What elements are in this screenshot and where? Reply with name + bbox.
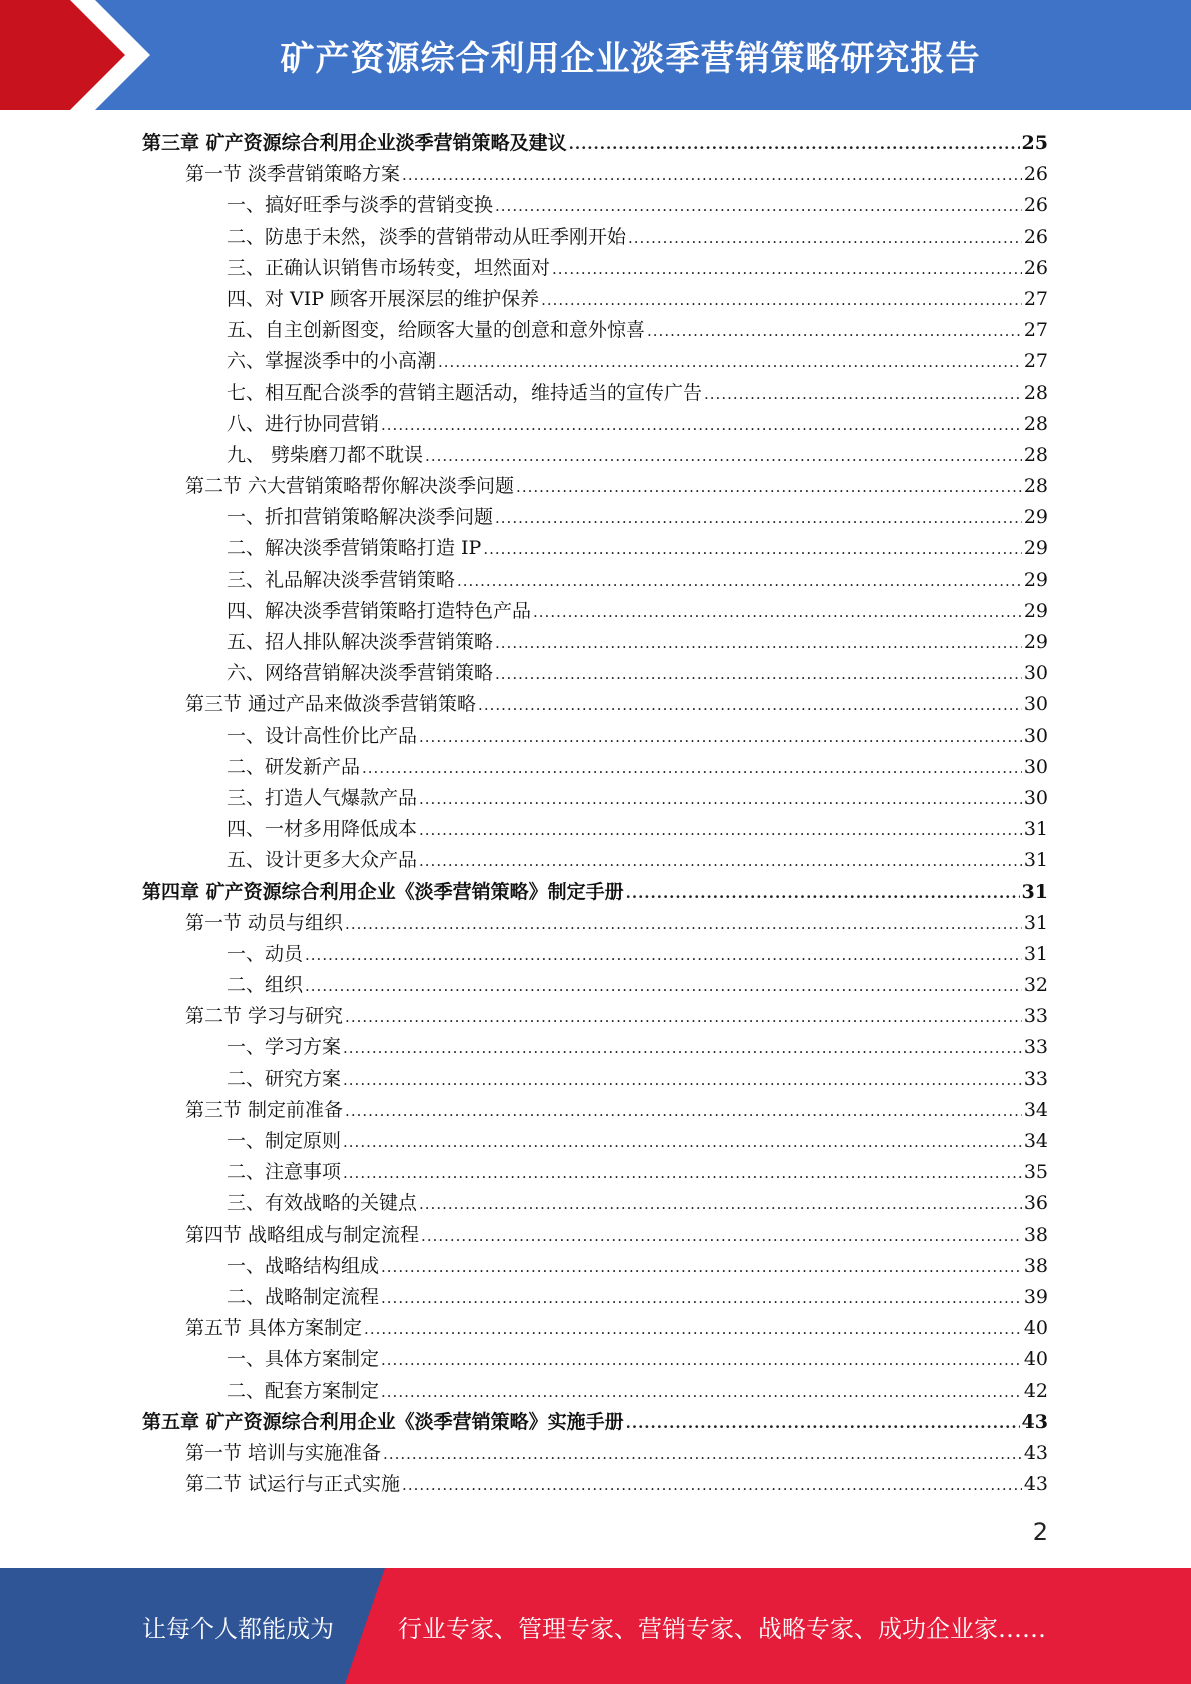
toc-dot-leader: [381, 410, 1022, 441]
page-number: 2: [1032, 1518, 1048, 1546]
toc-entry[interactable]: [142, 1095, 1048, 1126]
toc-entry[interactable]: [142, 128, 1048, 159]
toc-entry-page: 32: [1023, 974, 1048, 997]
toc-entry[interactable]: [142, 814, 1048, 845]
toc-dot-leader: [626, 1408, 1020, 1439]
toc-entry-page: 27: [1023, 287, 1048, 310]
toc-entry-label: 四、解决淡季营销策略打造特色产品: [227, 599, 532, 622]
toc-entry-page: 29: [1023, 568, 1048, 591]
toc-dot-leader: [419, 784, 1022, 815]
toc-entry-page: 34: [1023, 1098, 1048, 1121]
toc-entry-page: 33: [1023, 1067, 1048, 1090]
toc-entry-label: 二、研究方案: [227, 1067, 342, 1090]
toc-entry[interactable]: [142, 1313, 1048, 1344]
toc-entry[interactable]: [142, 471, 1048, 502]
toc-entry[interactable]: [142, 658, 1048, 689]
page-footer: [0, 1568, 1191, 1684]
toc-dot-leader: [438, 347, 1022, 378]
toc-entry-page: 40: [1023, 1317, 1048, 1340]
toc-entry-page: 38: [1023, 1223, 1048, 1246]
toc-dot-leader: [381, 1345, 1022, 1376]
toc-entry[interactable]: [142, 1438, 1048, 1469]
toc-entry-label: 五、招人排队解决淡季营销策略: [227, 631, 494, 653]
toc-dot-leader: [402, 160, 1022, 191]
toc-entry[interactable]: [142, 346, 1048, 377]
toc-dot-leader: [533, 597, 1022, 628]
toc-dot-leader: [457, 566, 1022, 597]
toc-dot-leader: [381, 1252, 1022, 1283]
toc-entry-label: 二、注意事项: [227, 1161, 342, 1184]
toc-entry[interactable]: [142, 315, 1048, 346]
toc-dot-leader: [516, 472, 1022, 503]
toc-entry-label: 二、战略制定流程: [227, 1285, 380, 1308]
toc-entry[interactable]: [142, 440, 1048, 471]
toc-entry[interactable]: [142, 1469, 1048, 1500]
toc-dot-leader: [383, 1439, 1022, 1470]
toc-dot-leader: [419, 722, 1022, 753]
toc-entry-page: 28: [1023, 381, 1048, 404]
toc-entry-page: 28: [1023, 475, 1048, 498]
toc-dot-leader: [343, 1158, 1022, 1189]
toc-entry[interactable]: [142, 222, 1048, 253]
toc-entry-label: 七、相互配合淡季的营销主题活动，维持适当的宣传广告: [227, 381, 703, 404]
toc-entry-label: 一、搞好旺季与淡季的营销变换: [227, 194, 494, 217]
toc-entry-page: 30: [1023, 786, 1048, 809]
toc-dot-leader: [364, 1314, 1022, 1345]
toc-entry[interactable]: [142, 908, 1048, 939]
toc-entry-page: 43: [1021, 1410, 1048, 1433]
toc-entry-page: 34: [1023, 1130, 1048, 1152]
toc-dot-leader: [478, 690, 1022, 721]
toc-dot-leader: [345, 1096, 1022, 1127]
footer-slogan-left: 让每个人都能成为: [142, 1614, 334, 1643]
toc-entry-page: 31: [1023, 849, 1048, 872]
toc-dot-leader: [495, 628, 1022, 659]
toc-entry-label: 第四节 战略组成与制定流程: [185, 1223, 420, 1246]
toc-entry[interactable]: [142, 845, 1048, 876]
toc-dot-leader: [402, 1470, 1022, 1501]
toc-dot-leader: [495, 191, 1022, 222]
toc-entry[interactable]: [142, 783, 1048, 814]
toc-entry[interactable]: [142, 689, 1048, 720]
toc-entry[interactable]: [142, 1220, 1048, 1251]
toc-entry[interactable]: [142, 409, 1048, 440]
toc-dot-leader: [381, 1283, 1022, 1314]
toc-entry-page: 31: [1023, 942, 1048, 965]
toc-entry[interactable]: [142, 596, 1048, 627]
toc-entry-page: 33: [1023, 1005, 1048, 1028]
toc-entry-label: 二、解决淡季营销策略打造 IP: [227, 537, 482, 560]
toc-entry-label: 六、网络营销解决淡季营销策略: [227, 662, 494, 685]
page-header: [0, 0, 1191, 110]
toc-entry-page: 39: [1023, 1285, 1048, 1308]
toc-dot-leader: [419, 846, 1022, 877]
toc-entry-page: 38: [1023, 1254, 1048, 1277]
footer-slogan-right: 行业专家、管理专家、营销专家、战略专家、成功企业家……: [398, 1614, 1046, 1643]
toc-entry-page: 29: [1023, 631, 1048, 653]
toc-dot-leader: [552, 254, 1022, 285]
toc-entry-page: 31: [1023, 818, 1048, 841]
toc-entry-page: 40: [1023, 1348, 1048, 1371]
toc-entry-label: 四、对 VIP 顾客开展深层的维护保养: [227, 287, 540, 310]
red-chevron-arrow-icon: [0, 0, 160, 110]
toc-entry[interactable]: [142, 752, 1048, 783]
toc-entry-label: 第三节 通过产品来做淡季营销策略: [185, 693, 477, 716]
toc-entry-page: 43: [1023, 1441, 1048, 1464]
toc-entry-label: 五、自主创新图变，给顾客大量的创意和意外惊喜: [227, 319, 646, 342]
toc-entry-page: 36: [1023, 1192, 1048, 1215]
toc-entry-page: 27: [1023, 319, 1048, 342]
toc-entry[interactable]: [142, 1188, 1048, 1219]
table-of-contents: [142, 128, 1048, 1500]
toc-entry[interactable]: [142, 1344, 1048, 1375]
toc-dot-leader: [647, 316, 1022, 347]
toc-entry[interactable]: [142, 1282, 1048, 1313]
toc-entry[interactable]: [142, 970, 1048, 1001]
toc-entry[interactable]: [142, 190, 1048, 221]
toc-entry-page: 26: [1023, 163, 1048, 186]
toc-entry-label: 第二节 试运行与正式实施: [185, 1473, 401, 1496]
toc-entry[interactable]: [142, 1376, 1048, 1407]
toc-entry-page: 27: [1023, 350, 1048, 373]
toc-entry-label: 二、研发新产品: [227, 755, 361, 778]
toc-dot-leader: [305, 940, 1022, 971]
toc-entry-label: 六、掌握淡季中的小高潮: [227, 350, 437, 373]
toc-dot-leader: [626, 878, 1020, 909]
toc-entry-page: 29: [1023, 506, 1048, 529]
toc-dot-leader: [704, 379, 1022, 410]
toc-entry[interactable]: [142, 533, 1048, 564]
toc-entry[interactable]: [142, 253, 1048, 284]
toc-entry-page: 35: [1023, 1161, 1048, 1184]
toc-entry-label: 二、配套方案制定: [227, 1379, 380, 1402]
toc-entry-label: 第二节 六大营销策略帮你解决淡季问题: [185, 475, 515, 498]
toc-entry-label: 第二节 学习与研究: [185, 1005, 344, 1028]
toc-dot-leader: [419, 815, 1022, 846]
toc-entry-label: 三、打造人气爆款产品: [227, 786, 418, 809]
toc-dot-leader: [343, 1127, 1022, 1158]
toc-entry-label: 一、具体方案制定: [227, 1348, 380, 1371]
toc-entry[interactable]: [142, 1126, 1048, 1157]
toc-dot-leader: [362, 753, 1022, 784]
toc-entry-page: 29: [1023, 537, 1048, 560]
toc-entry-page: 42: [1023, 1379, 1048, 1402]
toc-entry-label: 九、 劈柴磨刀都不耽误: [227, 443, 424, 466]
toc-entry[interactable]: [142, 1001, 1048, 1032]
toc-entry-page: 30: [1023, 724, 1048, 747]
toc-entry-label: 三、正确认识销售市场转变，坦然面对: [227, 256, 551, 279]
toc-dot-leader: [345, 1002, 1022, 1033]
toc-dot-leader: [541, 285, 1022, 316]
toc-dot-leader: [381, 1377, 1022, 1408]
toc-dot-leader: [483, 534, 1021, 565]
toc-entry-label: 第三章 矿产资源综合利用企业淡季营销策略及建议: [142, 132, 567, 154]
toc-entry-label: 四、一材多用降低成本: [227, 818, 418, 841]
toc-dot-leader: [425, 441, 1022, 472]
toc-entry[interactable]: [142, 565, 1048, 596]
toc-entry-page: 26: [1023, 256, 1048, 279]
toc-entry-page: 31: [1021, 880, 1048, 903]
toc-entry-label: 一、学习方案: [227, 1036, 342, 1059]
toc-entry-page: 28: [1023, 443, 1048, 466]
toc-entry-label: 第一节 淡季营销策略方案: [185, 163, 401, 186]
toc-entry-label: 第一节 动员与组织: [185, 911, 344, 934]
toc-dot-leader: [419, 1189, 1022, 1220]
toc-entry-page: 30: [1023, 693, 1048, 716]
toc-entry[interactable]: [142, 378, 1048, 409]
toc-entry[interactable]: [142, 1407, 1048, 1438]
toc-entry-label: 二、防患于未然，淡季的营销带动从旺季刚开始: [227, 225, 627, 248]
toc-entry-label: 第五章 矿产资源综合利用企业《淡季营销策略》实施手册: [142, 1410, 624, 1433]
toc-entry[interactable]: [142, 1251, 1048, 1282]
toc-entry-page: 31: [1023, 911, 1048, 934]
toc-dot-leader: [495, 659, 1022, 690]
toc-entry[interactable]: [142, 284, 1048, 315]
toc-entry-page: 25: [1021, 132, 1048, 154]
toc-entry-label: 一、制定原则: [227, 1130, 342, 1152]
toc-entry-label: 第三节 制定前准备: [185, 1098, 344, 1121]
page-title: 矿产资源综合利用企业淡季营销策略研究报告: [280, 38, 981, 79]
toc-entry[interactable]: [142, 159, 1048, 190]
toc-dot-leader: [305, 971, 1022, 1002]
toc-entry-label: 一、折扣营销策略解决淡季问题: [227, 506, 494, 529]
toc-entry-label: 第五节 具体方案制定: [185, 1317, 363, 1340]
toc-entry[interactable]: [142, 627, 1048, 658]
toc-entry[interactable]: [142, 939, 1048, 970]
toc-entry-label: 三、有效战略的关键点: [227, 1192, 418, 1215]
toc-entry-label: 一、动员: [227, 942, 304, 965]
toc-dot-leader: [569, 129, 1020, 160]
toc-entry-page: 30: [1023, 755, 1048, 778]
toc-entry-label: 八、进行协同营销: [227, 412, 380, 435]
toc-entry-page: 33: [1023, 1036, 1048, 1059]
toc-entry-label: 一、战略结构组成: [227, 1254, 380, 1277]
toc-entry-label: 一、设计高性价比产品: [227, 724, 418, 747]
toc-entry[interactable]: [142, 1032, 1048, 1063]
toc-dot-leader: [421, 1221, 1022, 1252]
toc-dot-leader: [628, 223, 1022, 254]
toc-entry-page: 26: [1023, 225, 1048, 248]
toc-entry-page: 43: [1023, 1473, 1048, 1496]
toc-entry-label: 五、设计更多大众产品: [227, 849, 418, 872]
toc-dot-leader: [495, 503, 1022, 534]
toc-entry[interactable]: [142, 1157, 1048, 1188]
toc-entry[interactable]: [142, 502, 1048, 533]
toc-entry-page: 28: [1023, 412, 1048, 435]
toc-entry-page: 26: [1023, 194, 1048, 217]
toc-entry-label: 第四章 矿产资源综合利用企业《淡季营销策略》制定手册: [142, 880, 624, 903]
toc-dot-leader: [345, 909, 1022, 940]
toc-dot-leader: [343, 1033, 1022, 1064]
toc-entry[interactable]: [142, 877, 1048, 908]
toc-entry-page: 30: [1023, 662, 1048, 685]
toc-entry[interactable]: [142, 1064, 1048, 1095]
toc-entry-label: 三、礼品解决淡季营销策略: [227, 568, 456, 591]
toc-dot-leader: [343, 1065, 1022, 1096]
toc-entry-label: 第一节 培训与实施准备: [185, 1441, 382, 1464]
toc-entry-page: 29: [1023, 599, 1048, 622]
toc-entry[interactable]: [142, 721, 1048, 752]
toc-entry-label: 二、组织: [227, 974, 304, 997]
